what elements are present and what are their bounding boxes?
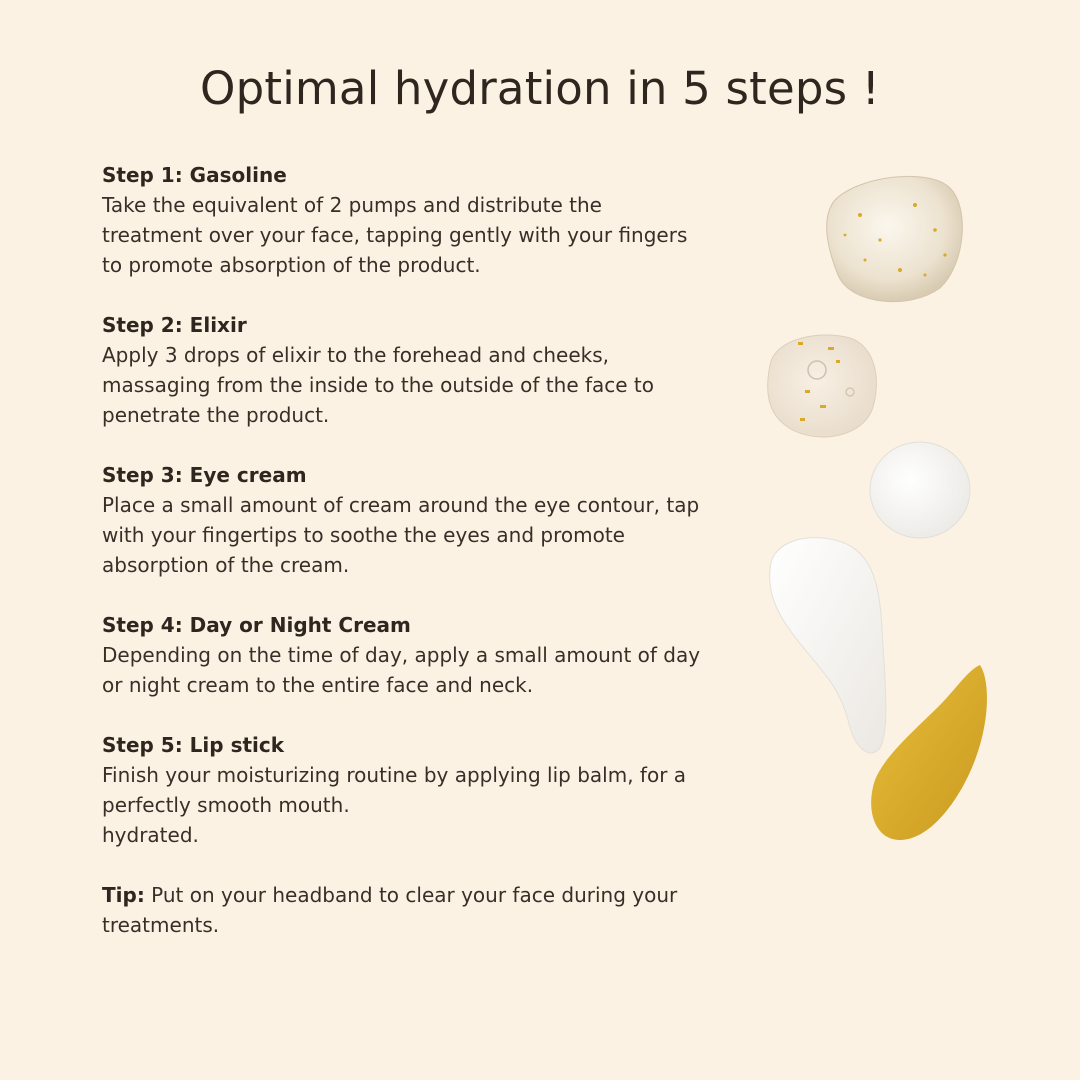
step-text-line: or night cream to the entire face and neck. bbox=[102, 673, 534, 697]
eye-cream-swatch bbox=[870, 442, 970, 538]
step-title: Step 3: Eye cream bbox=[102, 463, 307, 487]
step-1 bbox=[102, 160, 722, 280]
cream-smear-swatch bbox=[770, 538, 886, 753]
step-text-line: Place a small amount of cream around the eye contour, tap bbox=[102, 493, 700, 517]
tip-label: Tip: bbox=[102, 883, 145, 907]
gel-swatch bbox=[827, 176, 963, 301]
step-text-line: to promote absorption of the product. bbox=[102, 253, 481, 277]
elixir-swatch bbox=[768, 335, 877, 437]
step-text-line: Finish your moisturizing routine by applying lip balm, for a bbox=[102, 763, 687, 787]
step-3 bbox=[102, 460, 722, 580]
step-text-line: Take the equivalent of 2 pumps and distribute the bbox=[102, 193, 602, 217]
step-title: Step 2: Elixir bbox=[102, 313, 247, 337]
lipstick-swatch bbox=[871, 665, 987, 840]
page-title: Optimal hydration in 5 steps ! bbox=[199, 62, 881, 115]
step-text-line: Depending on the time of day, apply a small amount of day bbox=[102, 643, 701, 667]
step-5 bbox=[102, 730, 722, 850]
step-text-line: hydrated. bbox=[102, 823, 199, 847]
step-text-line: Apply 3 drops of elixir to the forehead and cheeks, bbox=[102, 343, 610, 367]
step-text-line: with your fingertips to soothe the eyes and promote bbox=[102, 523, 625, 547]
steps-list bbox=[102, 160, 722, 940]
step-title: Step 5: Lip stick bbox=[102, 733, 285, 757]
tip-line: treatments. bbox=[102, 913, 220, 937]
product-textures-illustration bbox=[740, 160, 1040, 860]
step-text-line: massaging from the inside to the outside of the face to bbox=[102, 373, 655, 397]
tip-line bbox=[102, 880, 722, 910]
step-4 bbox=[102, 610, 722, 700]
step-2 bbox=[102, 310, 722, 430]
step-text-line: treatment over your face, tapping gently with your fingers bbox=[102, 223, 688, 247]
step-text-line: penetrate the product. bbox=[102, 403, 330, 427]
step-title: Step 4: Day or Night Cream bbox=[102, 613, 411, 637]
tip-text: Put on your headband to clear your face during your bbox=[144, 883, 678, 907]
step-text-line: absorption of the cream. bbox=[102, 553, 350, 577]
tip bbox=[102, 880, 722, 940]
step-text-line: perfectly smooth mouth. bbox=[102, 793, 350, 817]
step-title: Step 1: Gasoline bbox=[102, 163, 287, 187]
